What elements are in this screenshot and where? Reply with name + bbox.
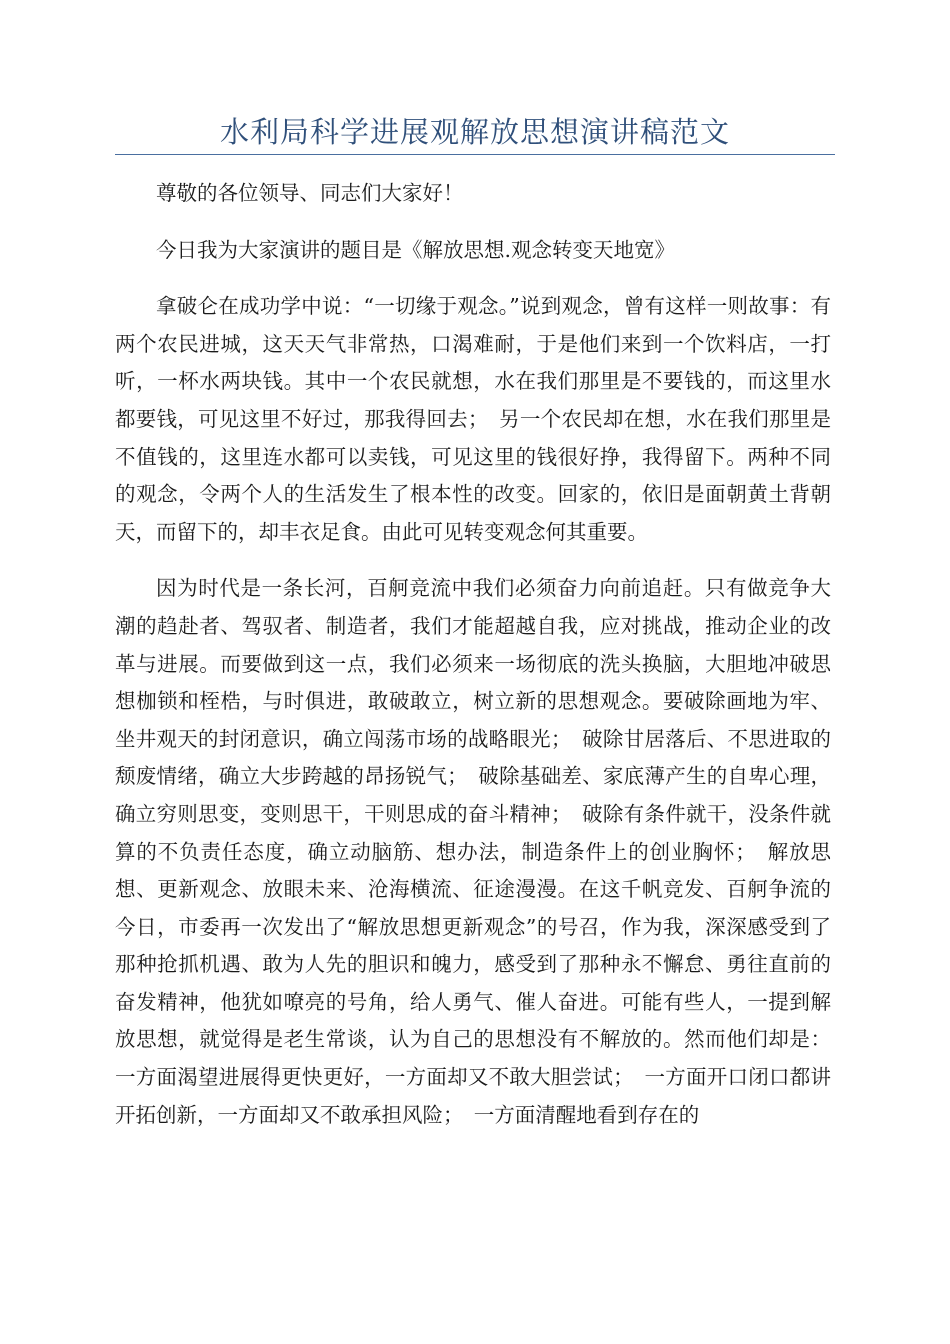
paragraph-story: 拿破仑在成功学中说：“一切缘于观念。”说到观念，曾有这样一则故事：有两个农民进城，这天天气非常热，口渴难耐，于是他们来到一个饮料店，一打听，一杯水两块钱。其中一个农民就想，水在我们那里是不要钱的，而这里水都要钱，可见这里不好过，那我得回去； 另一个农民却在想，水在我们那里是不值钱的，这里连水都可以卖钱，可见这里的钱很好挣，我得留下。两种不同的观念，令两个人的生活发生了根本性的改变。回家的，依旧是面朝黄土背朝天，而留下的，却丰衣足食。由此可见转变观念何其重要。 — [115, 294, 831, 544]
title-underline — [115, 154, 835, 155]
paragraph-topic: 今日我为大家演讲的题目是《解放思想.观念转变天地宽》 — [156, 237, 676, 262]
document-body — [115, 175, 831, 1134]
paragraph-greeting: 尊敬的各位领导、同志们大家好！ — [156, 181, 464, 205]
document-title: 水利局科学进展观解放思想演讲稿范文 — [219, 115, 730, 149]
paragraph-era: 因为时代是一条长河，百舸竞流中我们必须奋力向前追赶。只有做竞争大潮的趋赴者、驾驭者、制造者，我们才能超越自我，应对挑战，推动企业的改革与进展。而要做到这一点，我们必须来一场彻底的洗头换脑，大胆地冲破思想枷锁和桎梏，与时俱进，敢破敢立，树立新的思想观念。要破除画地为牢、坐井观天的封闭意识，确立闯荡市场的战略眼光； 破除甘居落后、不思进取的颓废情绪，确立大步跨越的昂扬锐气； 破除基础差、家底薄产生的自卑心理，确立穷则思变，变则思干，干则思成的奋斗精神； 破除有条件就干，没条件就算的不负责任态度，确立动脑筋、想办法，制造条件上的创业胸怀； 解放思想、更新观念、放眼未来、沧海横流、征途漫漫。在这千帆竞发、百舸争流的今日，市委再一次发出了“解放思想更新观念”的号召，作为我，深深感受到了那种抢抓机遇、敢为人先的胆识和魄力，感受到了那种永不懈怠、勇往直前的奋发精神，他犹如嘹亮的号角，给人勇气、催人奋进。可能有些人，一提到解放思想，就觉得是老生常谈，认为自己的思想没有不解放的。然而他们却是：一方面渴望进展得更快更好，一方面却又不敢大胆尝试； 一方面开口闭口都讲开拓创新，一方面却又不敢承担风险； 一方面清醒地看到存在的 — [115, 576, 831, 1127]
